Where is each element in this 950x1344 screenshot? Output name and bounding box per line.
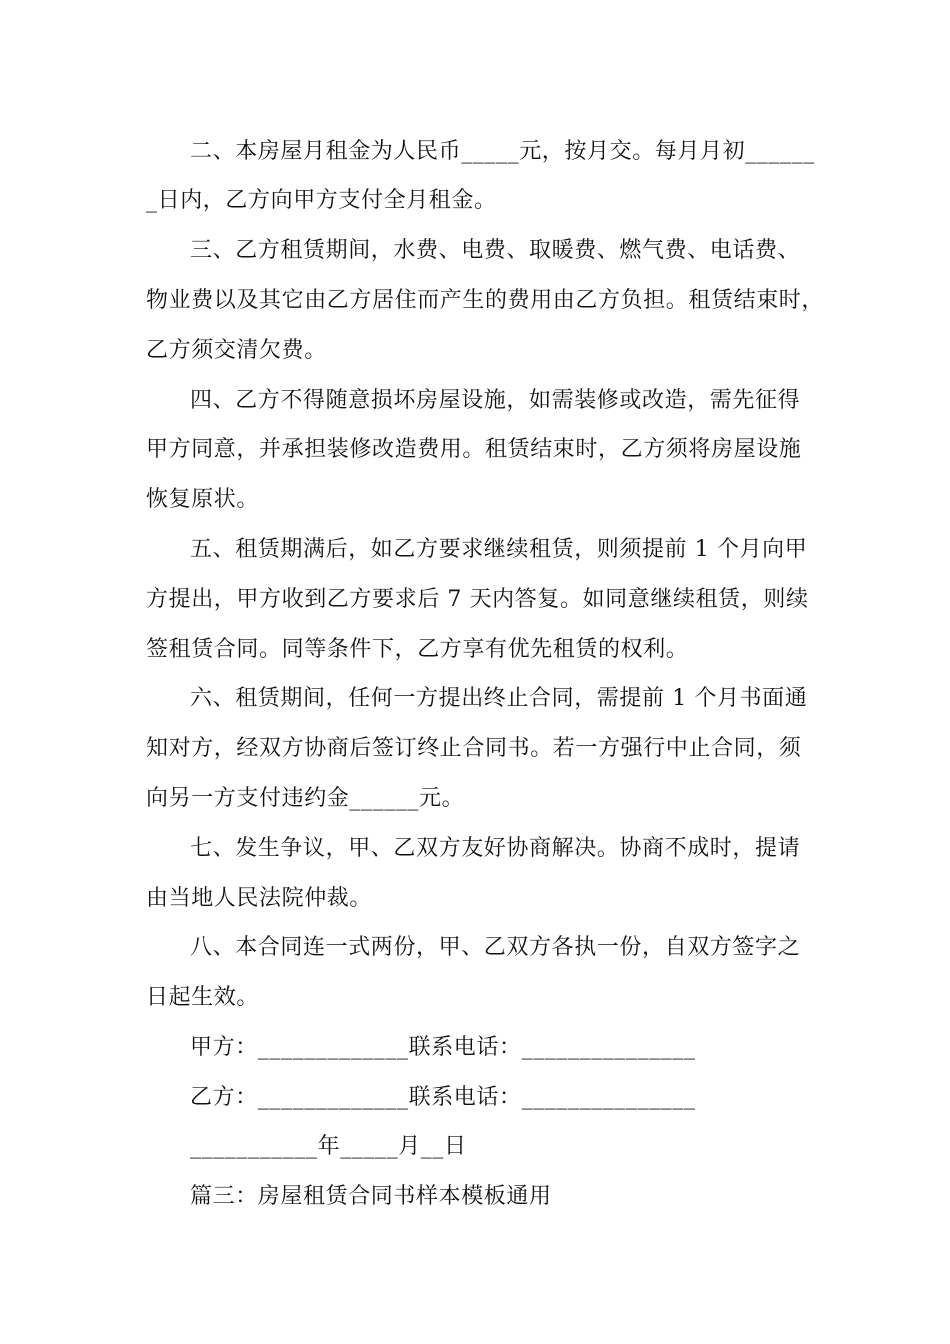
clause-6-line-3: 向另一方支付违约金______元。 bbox=[146, 786, 465, 811]
clause-4-line-2: 甲方同意，并承担装修改造费用。租赁结束时，乙方须将房屋设施 bbox=[146, 437, 802, 462]
clause-6-line-1: 六、租赁期间，任何一方提出终止合同，需提前 1 个月书面通 bbox=[190, 686, 808, 711]
clause-3-line-3: 乙方须交清欠费。 bbox=[146, 338, 327, 363]
clause-7-line-1: 七、发生争议，甲、乙双方友好协商解决。协商不成时，提请 bbox=[190, 836, 801, 861]
party-a-signature-line: 甲方：_____________联系电话：_______________ bbox=[190, 1035, 696, 1060]
clause-6-line-2: 知对方，经双方协商后签订终止合同书。若一方强行中止合同，须 bbox=[146, 736, 802, 761]
clause-5-line-1: 五、租赁期满后，如乙方要求继续租赁，则须提前 1 个月向甲 bbox=[190, 537, 808, 562]
clause-3-line-2: 物业费以及其它由乙方居住而产生的费用由乙方负担。租赁结束时， bbox=[146, 288, 825, 313]
clause-8-line-2: 日起生效。 bbox=[146, 985, 260, 1010]
clause-7-line-2: 由当地人民法院仲裁。 bbox=[146, 886, 373, 911]
clause-4-line-3: 恢复原状。 bbox=[146, 487, 260, 512]
clause-4-line-1: 四、乙方不得随意损坏房屋设施，如需装修或改造，需先征得 bbox=[190, 388, 801, 413]
clause-3-line-1: 三、乙方租赁期间，水费、电费、取暖费、燃气费、电话费、 bbox=[190, 238, 801, 263]
date-line: ___________年_____月__日 bbox=[190, 1134, 467, 1159]
party-b-signature-line: 乙方：_____________联系电话：_______________ bbox=[190, 1085, 696, 1110]
clause-2-line-2: _日内，乙方向甲方支付全月租金。 bbox=[146, 188, 497, 213]
clause-5-line-2: 方提出，甲方收到乙方要求后 7 天内答复。如同意继续租赁，则续 bbox=[146, 587, 809, 612]
clause-2-line-1: 二、本房屋月租金为人民币_____元，按月交。每月月初______ bbox=[190, 139, 815, 164]
clause-8-line-1: 八、本合同连一式两份，甲、乙双方各执一份，自双方签字之 bbox=[190, 935, 801, 960]
section-heading: 篇三：房屋租赁合同书样本模板通用 bbox=[190, 1184, 552, 1209]
clause-5-line-3: 签租赁合同。同等条件下，乙方享有优先租赁的权利。 bbox=[146, 637, 689, 662]
